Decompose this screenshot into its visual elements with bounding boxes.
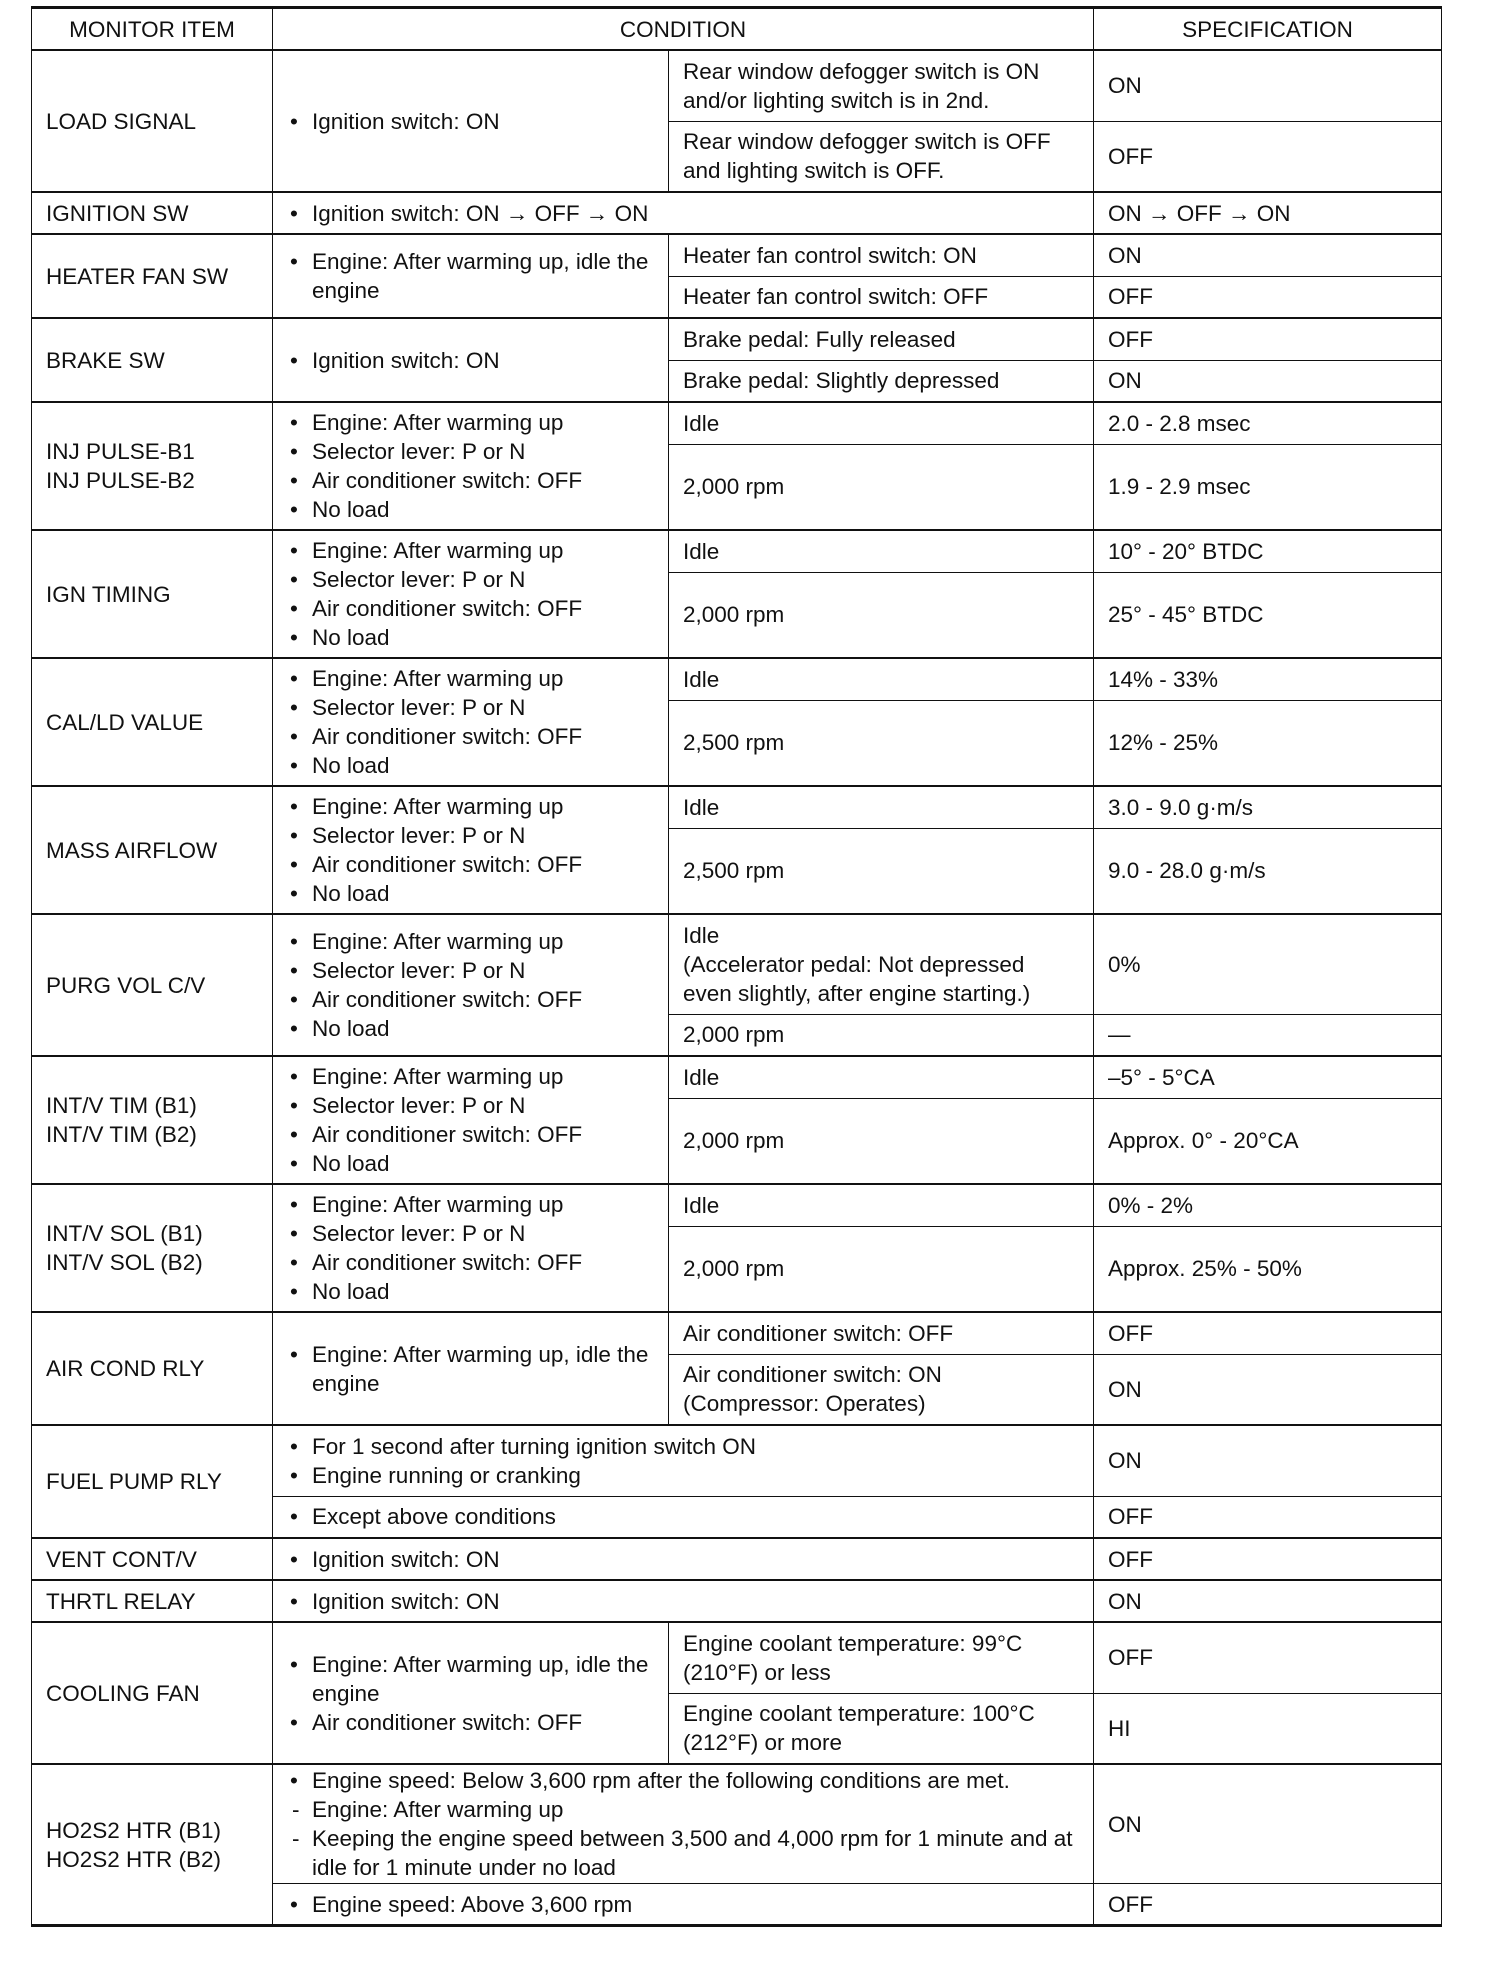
condition-item: • Engine speed: Above 3,600 rpm <box>287 1890 1079 1919</box>
condition-sub-item: - Engine: After warming up <box>287 1795 1079 1824</box>
specification-cell: OFF <box>1094 1884 1442 1926</box>
condition-item: • Air conditioner switch: OFF <box>287 1708 654 1737</box>
condition-list <box>287 346 654 375</box>
condition-item: • No load <box>287 623 654 652</box>
condition-item: • Air conditioner switch: OFF <box>287 985 654 1014</box>
condition-detail-cell: 2,000 rpm <box>669 572 1094 658</box>
condition-cell <box>273 1764 1094 1884</box>
condition-detail-cell: Brake pedal: Fully released <box>669 318 1094 360</box>
condition-item: • Engine: After warming up <box>287 408 654 437</box>
condition-list <box>287 1545 1079 1574</box>
condition-detail-cell: Idle <box>669 530 1094 572</box>
condition-detail-cell: 2,500 rpm <box>669 828 1094 914</box>
monitor-item-cell: INT/V TIM (B1) INT/V TIM (B2) <box>32 1056 273 1184</box>
condition-cell <box>273 402 669 530</box>
condition-item: • Selector lever: P or N <box>287 1091 654 1120</box>
condition-item: • Selector lever: P or N <box>287 821 654 850</box>
condition-cell <box>273 786 669 914</box>
monitor-item-cell: LOAD SIGNAL <box>32 50 273 192</box>
specification-cell: ON <box>1094 1425 1442 1496</box>
condition-item: • Engine: After warming up, idle the engine <box>287 1340 654 1398</box>
specification-cell: Approx. 0° - 20°CA <box>1094 1098 1442 1184</box>
condition-detail-cell: 2,000 rpm <box>669 444 1094 530</box>
condition-cell <box>273 1056 669 1184</box>
specification-cell: OFF <box>1094 1622 1442 1693</box>
specification-cell: 2.0 - 2.8 msec <box>1094 402 1442 444</box>
condition-detail-cell: Idle <box>669 1056 1094 1098</box>
condition-item: • Engine: After warming up <box>287 1190 654 1219</box>
condition-item: • Engine: After warming up, idle the engine <box>287 247 654 305</box>
condition-item: • Selector lever: P or N <box>287 565 654 594</box>
specification-cell: ON <box>1094 1764 1442 1884</box>
condition-item: • Air conditioner switch: OFF <box>287 722 654 751</box>
condition-detail-cell: Air conditioner switch: OFF <box>669 1312 1094 1354</box>
condition-item: • Ignition switch: ON → OFF → ON <box>287 199 1079 228</box>
monitor-item-cell: VENT CONT/V <box>32 1538 273 1580</box>
specification-cell: 14% - 33% <box>1094 658 1442 700</box>
condition-list <box>287 1432 1079 1490</box>
condition-item: • Ignition switch: ON <box>287 1545 1079 1574</box>
condition-item: • No load <box>287 879 654 908</box>
table-row <box>32 1622 1442 1693</box>
condition-item: • Ignition switch: ON <box>287 107 654 136</box>
condition-cell <box>273 1580 1094 1622</box>
condition-cell <box>273 1184 669 1312</box>
table-row <box>32 530 1442 572</box>
condition-list <box>287 1890 1079 1919</box>
condition-item: • Ignition switch: ON <box>287 1587 1079 1616</box>
condition-item: • Selector lever: P or N <box>287 437 654 466</box>
condition-cell <box>273 192 1094 234</box>
condition-detail-cell: Idle <box>669 658 1094 700</box>
specification-cell: 3.0 - 9.0 g·m/s <box>1094 786 1442 828</box>
table-body <box>32 50 1442 1926</box>
condition-item: • Engine: After warming up <box>287 536 654 565</box>
condition-detail-cell: 2,000 rpm <box>669 1098 1094 1184</box>
specification-cell: 10° - 20° BTDC <box>1094 530 1442 572</box>
condition-detail-cell: Idle <box>669 402 1094 444</box>
specification-cell: 12% - 25% <box>1094 700 1442 786</box>
specification-cell: ON → OFF → ON <box>1094 192 1442 234</box>
condition-list <box>287 1766 1079 1882</box>
condition-cell <box>273 234 669 318</box>
condition-list <box>287 408 654 524</box>
specification-cell: OFF <box>1094 1538 1442 1580</box>
monitor-item-cell: MASS AIRFLOW <box>32 786 273 914</box>
condition-item: • Except above conditions <box>287 1502 1079 1531</box>
condition-detail-cell: 2,000 rpm <box>669 1226 1094 1312</box>
table-header-row <box>32 8 1442 51</box>
monitor-item-spec-table <box>31 6 1442 1927</box>
monitor-item-cell: BRAKE SW <box>32 318 273 402</box>
condition-item: • No load <box>287 1149 654 1178</box>
header-monitor-item: MONITOR ITEM <box>32 8 273 51</box>
monitor-item-cell: FUEL PUMP RLY <box>32 1425 273 1538</box>
condition-detail-cell: 2,500 rpm <box>669 700 1094 786</box>
specification-cell: ON <box>1094 360 1442 402</box>
condition-item: • For 1 second after turning ignition switch ON <box>287 1432 1079 1461</box>
condition-detail-cell: Heater fan control switch: OFF <box>669 276 1094 318</box>
condition-list <box>287 1650 654 1737</box>
specification-cell: ON <box>1094 1354 1442 1425</box>
table-row <box>32 1425 1442 1496</box>
condition-list <box>287 199 1079 228</box>
condition-cell <box>273 50 669 192</box>
condition-cell <box>273 530 669 658</box>
condition-detail-cell: Air conditioner switch: ON (Compressor: Operates) <box>669 1354 1094 1425</box>
condition-item: • Air conditioner switch: OFF <box>287 1248 654 1277</box>
table-row <box>32 1538 1442 1580</box>
monitor-item-cell: COOLING FAN <box>32 1622 273 1764</box>
condition-list <box>287 927 654 1043</box>
condition-list <box>287 1340 654 1398</box>
condition-item: • Engine: After warming up <box>287 1062 654 1091</box>
condition-list <box>287 536 654 652</box>
condition-detail-cell: Rear window defogger switch is OFF and lighting switch is OFF. <box>669 121 1094 192</box>
table-row <box>32 1580 1442 1622</box>
table-row <box>32 318 1442 360</box>
condition-list <box>287 1062 654 1178</box>
table-row <box>32 1764 1442 1884</box>
specification-cell: OFF <box>1094 276 1442 318</box>
condition-detail-cell: 2,000 rpm <box>669 1014 1094 1056</box>
specification-cell: OFF <box>1094 318 1442 360</box>
specification-cell: ON <box>1094 50 1442 121</box>
condition-item: • Engine: After warming up, idle the engine <box>287 1650 654 1708</box>
specification-cell: 0% <box>1094 914 1442 1014</box>
condition-item: • Air conditioner switch: OFF <box>287 466 654 495</box>
condition-item: • No load <box>287 495 654 524</box>
specification-cell: OFF <box>1094 121 1442 192</box>
condition-item: • Selector lever: P or N <box>287 956 654 985</box>
monitor-item-cell: INJ PULSE-B1 INJ PULSE-B2 <box>32 402 273 530</box>
specification-cell: OFF <box>1094 1496 1442 1538</box>
condition-cell <box>273 1884 1094 1926</box>
condition-cell <box>273 1496 1094 1538</box>
table-row <box>32 1056 1442 1098</box>
condition-detail-cell: Engine coolant temperature: 100°C (212°F) or more <box>669 1693 1094 1764</box>
condition-item: • No load <box>287 1014 654 1043</box>
monitor-item-cell: IGN TIMING <box>32 530 273 658</box>
condition-cell <box>273 1622 669 1764</box>
condition-list <box>287 1587 1079 1616</box>
table-row <box>32 658 1442 700</box>
table-row <box>32 914 1442 1014</box>
specification-cell: 0% - 2% <box>1094 1184 1442 1226</box>
specification-cell: 1.9 - 2.9 msec <box>1094 444 1442 530</box>
condition-item: • Air conditioner switch: OFF <box>287 850 654 879</box>
condition-sub-item: - Keeping the engine speed between 3,500 and 4,000 rpm for 1 minute and at idle for 1 minute under no load <box>287 1824 1079 1882</box>
specification-cell: –5° - 5°CA <box>1094 1056 1442 1098</box>
specification-cell: OFF <box>1094 1312 1442 1354</box>
condition-cell <box>273 1312 669 1425</box>
specification-cell: 25° - 45° BTDC <box>1094 572 1442 658</box>
condition-cell <box>273 1425 1094 1496</box>
condition-item: • Engine: After warming up <box>287 664 654 693</box>
condition-item: • Ignition switch: ON <box>287 346 654 375</box>
monitor-item-cell: HEATER FAN SW <box>32 234 273 318</box>
header-specification: SPECIFICATION <box>1094 8 1442 51</box>
monitor-item-cell: PURG VOL C/V <box>32 914 273 1056</box>
specification-cell: — <box>1094 1014 1442 1056</box>
table-row <box>32 786 1442 828</box>
monitor-item-cell: AIR COND RLY <box>32 1312 273 1425</box>
condition-detail-cell: Heater fan control switch: ON <box>669 234 1094 276</box>
condition-item: • No load <box>287 751 654 780</box>
condition-detail-cell: Engine coolant temperature: 99°C (210°F) or less <box>669 1622 1094 1693</box>
specification-cell: Approx. 25% - 50% <box>1094 1226 1442 1312</box>
condition-list <box>287 107 654 136</box>
condition-list <box>287 1502 1079 1531</box>
condition-item: • Selector lever: P or N <box>287 1219 654 1248</box>
monitor-item-cell: IGNITION SW <box>32 192 273 234</box>
condition-list <box>287 247 654 305</box>
monitor-item-cell: CAL/LD VALUE <box>32 658 273 786</box>
condition-item: • Engine: After warming up <box>287 792 654 821</box>
header-condition: CONDITION <box>273 8 1094 51</box>
condition-item: • Engine running or cranking <box>287 1461 1079 1490</box>
condition-item: • Engine speed: Below 3,600 rpm after the following conditions are met. <box>287 1766 1079 1795</box>
condition-cell <box>273 1538 1094 1580</box>
table-row <box>32 234 1442 276</box>
condition-item: • Selector lever: P or N <box>287 693 654 722</box>
table-row <box>32 50 1442 121</box>
condition-item: • Air conditioner switch: OFF <box>287 594 654 623</box>
specification-cell: 9.0 - 28.0 g·m/s <box>1094 828 1442 914</box>
condition-list <box>287 792 654 908</box>
condition-detail-cell: Idle <box>669 1184 1094 1226</box>
table-row <box>32 402 1442 444</box>
condition-item: • Engine: After warming up <box>287 927 654 956</box>
condition-detail-cell: Rear window defogger switch is ON and/or lighting switch is in 2nd. <box>669 50 1094 121</box>
condition-item: • No load <box>287 1277 654 1306</box>
table-row <box>32 1312 1442 1354</box>
condition-list <box>287 664 654 780</box>
condition-detail-cell: Brake pedal: Slightly depressed <box>669 360 1094 402</box>
specification-cell: HI <box>1094 1693 1442 1764</box>
condition-list <box>287 1190 654 1306</box>
condition-detail-cell: Idle (Accelerator pedal: Not depressed even slightly, after engine starting.) <box>669 914 1094 1014</box>
condition-item: • Air conditioner switch: OFF <box>287 1120 654 1149</box>
condition-detail-cell: Idle <box>669 786 1094 828</box>
table-row <box>32 1184 1442 1226</box>
specification-cell: ON <box>1094 234 1442 276</box>
table-row <box>32 192 1442 234</box>
monitor-item-cell: HO2S2 HTR (B1) HO2S2 HTR (B2) <box>32 1764 273 1926</box>
condition-cell <box>273 914 669 1056</box>
condition-cell <box>273 658 669 786</box>
monitor-item-cell: THRTL RELAY <box>32 1580 273 1622</box>
specification-cell: ON <box>1094 1580 1442 1622</box>
condition-cell <box>273 318 669 402</box>
monitor-item-cell: INT/V SOL (B1) INT/V SOL (B2) <box>32 1184 273 1312</box>
